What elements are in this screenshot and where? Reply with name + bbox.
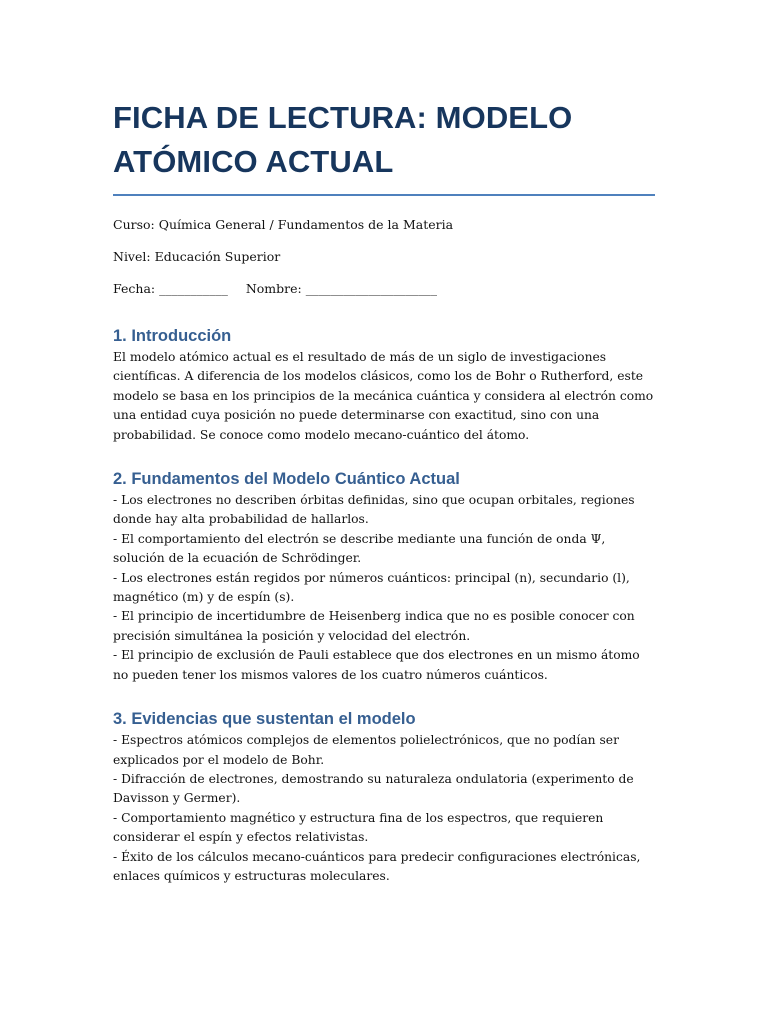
section-heading-fundamentals: 2. Fundamentos del Modelo Cuántico Actual bbox=[113, 470, 460, 489]
level-line: Nivel: Educación Superior bbox=[113, 249, 281, 264]
list-item: - El comportamiento del electrón se describe mediante una función de onda Ψ, solución de la ecuación de Schrödinger. bbox=[113, 531, 606, 566]
date-name-line bbox=[113, 280, 655, 298]
date-field: Fecha: ___________ bbox=[113, 281, 228, 296]
list-item: - Comportamiento magnético y estructura fina de los espectros, que requieren considerar el espín y efectos relativistas. bbox=[113, 810, 604, 845]
section-heading-evidence: 3. Evidencias que sustentan el modelo bbox=[113, 710, 416, 729]
list-item: - El principio de incertidumbre de Heisenberg indica que no es posible conocer con precisión simultánea la posición y velocidad del electrón. bbox=[113, 609, 635, 643]
fundamentals-list bbox=[113, 491, 655, 685]
list-item: - Espectros atómicos complejos de elementos polielectrónicos, que no podían ser explicados por el modelo de Bohr. bbox=[113, 733, 619, 767]
course-line: Curso: Química General / Fundamentos de la Materia bbox=[113, 217, 454, 232]
list-item: - Difracción de electrones, demostrando su naturaleza ondulatoria (experimento de Davisson y Germer). bbox=[113, 771, 634, 806]
name-field: Nombre: _____________________ bbox=[245, 281, 437, 296]
list-item: - Éxito de los cálculos mecano-cuánticos para predecir configuraciones electrónicas, enlaces químicos y estructuras moleculares. bbox=[113, 849, 641, 883]
list-item: - El principio de exclusión de Pauli establece que dos electrones en un mismo átomo no pueden tener los mismos valores de los cuatro números cuánticos. bbox=[113, 648, 640, 682]
section-heading-introduction: 1. Introducción bbox=[113, 327, 232, 345]
evidence-list bbox=[113, 731, 655, 886]
list-item: - Los electrones no describen órbitas definidas, sino que ocupan orbitales, regiones donde hay alta probabilidad de hallarlos. bbox=[113, 493, 635, 527]
list-item: - Los electrones están regidos por números cuánticos: principal (n), secundario (l), magnético (m) y de espín (s). bbox=[113, 570, 630, 605]
document-title: FICHA DE LECTURA: MODELO ATÓMICO ACTUAL bbox=[113, 96, 655, 196]
document-page bbox=[113, 96, 655, 886]
introduction-paragraph: El modelo atómico actual es el resultado de más de un siglo de investigaciones científicas. A diferencia de los modelos clásicos, como los de Bohr o Rutherford, este modelo se basa en los principios de la mecánica cuántica y considera al electrón como una entidad cuya posición no puede determinarse con exactitud, sino con una probabilidad. Se conoce como modelo mecano-cuántico del átomo. bbox=[113, 350, 654, 442]
